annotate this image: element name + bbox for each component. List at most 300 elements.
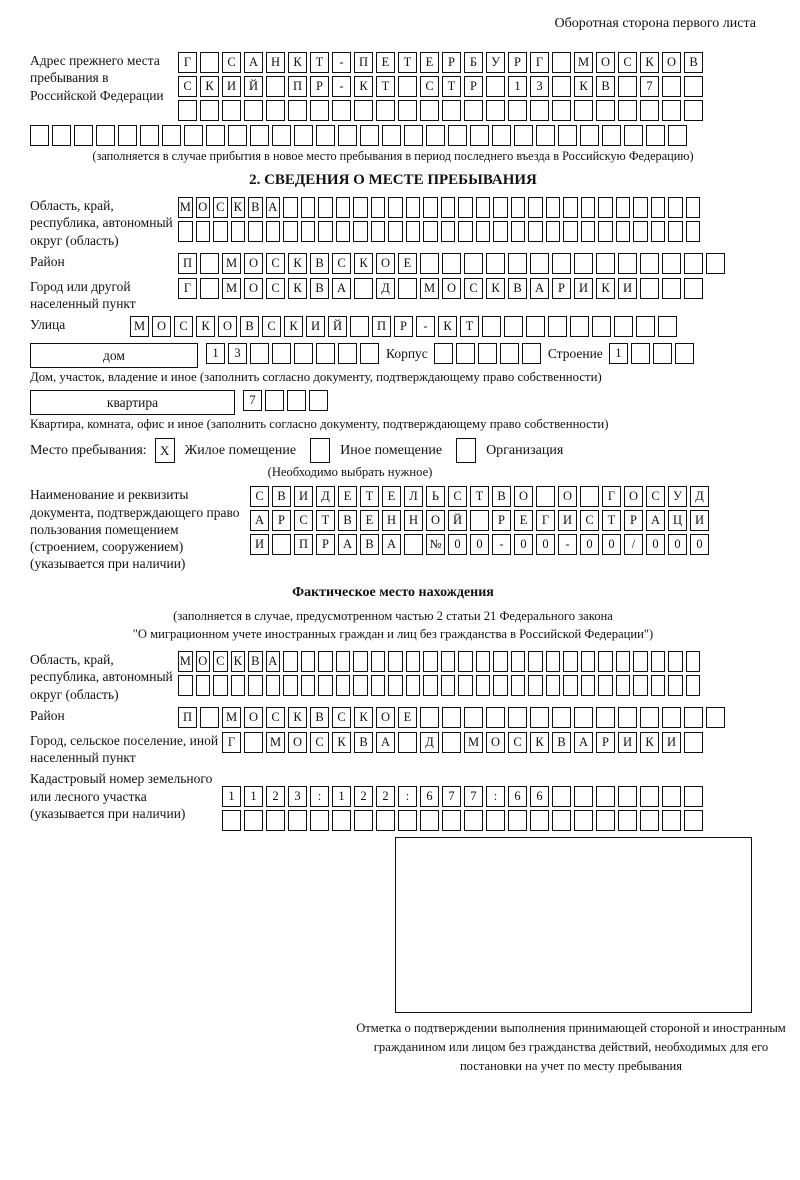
char-cell[interactable]: А: [530, 278, 549, 299]
char-cell[interactable]: [448, 125, 467, 146]
char-cell[interactable]: [420, 810, 439, 831]
char-cell[interactable]: [96, 125, 115, 146]
char-cell[interactable]: [476, 221, 491, 242]
char-cell[interactable]: [616, 221, 631, 242]
char-cell[interactable]: [178, 221, 193, 242]
char-cell[interactable]: И: [558, 510, 577, 531]
char-cell[interactable]: [631, 343, 650, 364]
char-cell[interactable]: [580, 486, 599, 507]
char-cell[interactable]: Е: [420, 52, 439, 73]
char-cell[interactable]: В: [508, 278, 527, 299]
char-cell[interactable]: [618, 100, 637, 121]
char-cell[interactable]: [684, 810, 703, 831]
char-cell[interactable]: [398, 100, 417, 121]
char-cell[interactable]: Д: [376, 278, 395, 299]
char-cell[interactable]: [618, 76, 637, 97]
char-cell[interactable]: 1: [508, 76, 527, 97]
char-cell[interactable]: С: [646, 486, 665, 507]
char-cell[interactable]: П: [354, 52, 373, 73]
char-cell[interactable]: Т: [442, 76, 461, 97]
char-cell[interactable]: [662, 76, 681, 97]
char-cell[interactable]: К: [574, 76, 593, 97]
char-cell[interactable]: В: [492, 486, 511, 507]
char-cell[interactable]: [371, 675, 386, 696]
char-cell[interactable]: Г: [530, 52, 549, 73]
char-cell[interactable]: [423, 651, 438, 672]
char-cell[interactable]: И: [618, 278, 637, 299]
char-cell[interactable]: [675, 343, 694, 364]
char-cell[interactable]: [442, 253, 461, 274]
char-cell[interactable]: Г: [602, 486, 621, 507]
char-cell[interactable]: [420, 100, 439, 121]
char-cell[interactable]: [633, 651, 648, 672]
char-cell[interactable]: Р: [272, 510, 291, 531]
char-cell[interactable]: [272, 343, 291, 364]
char-cell[interactable]: [162, 125, 181, 146]
char-cell[interactable]: К: [640, 52, 659, 73]
char-cell[interactable]: С: [420, 76, 439, 97]
char-cell[interactable]: [266, 810, 285, 831]
char-cell[interactable]: [598, 221, 613, 242]
char-cell[interactable]: [581, 197, 596, 218]
char-cell[interactable]: [616, 197, 631, 218]
char-cell[interactable]: К: [354, 707, 373, 728]
char-cell[interactable]: [618, 786, 637, 807]
char-cell[interactable]: Е: [398, 253, 417, 274]
char-cell[interactable]: [563, 197, 578, 218]
char-cell[interactable]: [581, 651, 596, 672]
char-cell[interactable]: Р: [442, 52, 461, 73]
char-cell[interactable]: [360, 343, 379, 364]
char-cell[interactable]: С: [508, 732, 527, 753]
char-cell[interactable]: [200, 100, 219, 121]
char-cell[interactable]: [662, 278, 681, 299]
char-cell[interactable]: К: [231, 651, 246, 672]
char-cell[interactable]: [522, 343, 541, 364]
char-cell[interactable]: [332, 100, 351, 121]
char-cell[interactable]: Й: [244, 76, 263, 97]
char-cell[interactable]: [250, 343, 269, 364]
char-cell[interactable]: [338, 343, 357, 364]
char-cell[interactable]: :: [310, 786, 329, 807]
char-cell[interactable]: Г: [222, 732, 241, 753]
char-cell[interactable]: [353, 221, 368, 242]
char-cell[interactable]: [442, 732, 461, 753]
char-cell[interactable]: [651, 675, 666, 696]
char-cell[interactable]: [592, 316, 611, 337]
char-cell[interactable]: [206, 125, 225, 146]
char-cell[interactable]: Р: [508, 52, 527, 73]
char-cell[interactable]: Д: [690, 486, 709, 507]
char-cell[interactable]: [686, 221, 701, 242]
char-cell[interactable]: М: [574, 52, 593, 73]
char-cell[interactable]: [684, 707, 703, 728]
char-cell[interactable]: [288, 100, 307, 121]
char-cell[interactable]: [288, 810, 307, 831]
char-cell[interactable]: [388, 221, 403, 242]
char-cell[interactable]: У: [668, 486, 687, 507]
char-cell[interactable]: [493, 221, 508, 242]
char-cell[interactable]: [404, 534, 423, 555]
char-cell[interactable]: [196, 675, 211, 696]
char-cell[interactable]: Н: [266, 52, 285, 73]
char-cell[interactable]: А: [376, 732, 395, 753]
char-cell[interactable]: О: [288, 732, 307, 753]
char-cell[interactable]: [426, 125, 445, 146]
char-cell[interactable]: [508, 100, 527, 121]
char-cell[interactable]: М: [130, 316, 149, 337]
char-cell[interactable]: С: [310, 732, 329, 753]
char-cell[interactable]: К: [231, 197, 246, 218]
char-cell[interactable]: [354, 100, 373, 121]
char-cell[interactable]: В: [248, 197, 263, 218]
char-cell[interactable]: Н: [404, 510, 423, 531]
char-cell[interactable]: А: [250, 510, 269, 531]
char-cell[interactable]: [508, 810, 527, 831]
char-cell[interactable]: Е: [376, 52, 395, 73]
char-cell[interactable]: [668, 651, 683, 672]
char-cell[interactable]: [404, 125, 423, 146]
char-cell[interactable]: Е: [398, 707, 417, 728]
char-cell[interactable]: [646, 125, 665, 146]
char-cell[interactable]: [458, 651, 473, 672]
char-cell[interactable]: [508, 707, 527, 728]
char-cell[interactable]: 1: [222, 786, 241, 807]
char-cell[interactable]: [662, 810, 681, 831]
char-cell[interactable]: [633, 675, 648, 696]
char-cell[interactable]: [640, 707, 659, 728]
char-cell[interactable]: [598, 675, 613, 696]
char-cell[interactable]: К: [354, 253, 373, 274]
char-cell[interactable]: [178, 100, 197, 121]
char-cell[interactable]: В: [310, 707, 329, 728]
char-cell[interactable]: [318, 197, 333, 218]
char-cell[interactable]: О: [152, 316, 171, 337]
char-cell[interactable]: 0: [448, 534, 467, 555]
char-cell[interactable]: О: [558, 486, 577, 507]
char-cell[interactable]: [640, 786, 659, 807]
char-cell[interactable]: Р: [624, 510, 643, 531]
char-cell[interactable]: У: [486, 52, 505, 73]
char-cell[interactable]: [478, 343, 497, 364]
char-cell[interactable]: [500, 343, 519, 364]
char-cell[interactable]: [686, 675, 701, 696]
char-cell[interactable]: 0: [514, 534, 533, 555]
char-cell[interactable]: [456, 343, 475, 364]
char-cell[interactable]: [552, 810, 571, 831]
char-cell[interactable]: [353, 197, 368, 218]
char-cell[interactable]: [636, 316, 655, 337]
char-cell[interactable]: И: [690, 510, 709, 531]
char-cell[interactable]: И: [662, 732, 681, 753]
char-cell[interactable]: [464, 100, 483, 121]
char-cell[interactable]: [662, 100, 681, 121]
char-cell[interactable]: -: [492, 534, 511, 555]
char-cell[interactable]: [574, 786, 593, 807]
char-cell[interactable]: [294, 343, 313, 364]
checkbox-other-premises[interactable]: [310, 438, 330, 463]
char-cell[interactable]: [371, 197, 386, 218]
char-cell[interactable]: [294, 125, 313, 146]
char-cell[interactable]: В: [310, 278, 329, 299]
char-cell[interactable]: А: [574, 732, 593, 753]
char-cell[interactable]: [140, 125, 159, 146]
char-cell[interactable]: 2: [376, 786, 395, 807]
char-cell[interactable]: Г: [178, 278, 197, 299]
char-cell[interactable]: Ц: [668, 510, 687, 531]
char-cell[interactable]: [574, 810, 593, 831]
char-cell[interactable]: [74, 125, 93, 146]
char-cell[interactable]: [493, 197, 508, 218]
char-cell[interactable]: [581, 221, 596, 242]
char-cell[interactable]: [581, 675, 596, 696]
char-cell[interactable]: [511, 221, 526, 242]
char-cell[interactable]: [398, 76, 417, 97]
char-cell[interactable]: С: [250, 486, 269, 507]
char-cell[interactable]: [301, 675, 316, 696]
char-cell[interactable]: Р: [316, 534, 335, 555]
char-cell[interactable]: [301, 197, 316, 218]
char-cell[interactable]: Т: [376, 76, 395, 97]
char-cell[interactable]: [668, 221, 683, 242]
char-cell[interactable]: К: [354, 76, 373, 97]
char-cell[interactable]: К: [288, 253, 307, 274]
char-cell[interactable]: [602, 125, 621, 146]
char-cell[interactable]: Й: [328, 316, 347, 337]
char-cell[interactable]: [640, 810, 659, 831]
char-cell[interactable]: [196, 221, 211, 242]
char-cell[interactable]: [546, 675, 561, 696]
char-cell[interactable]: О: [662, 52, 681, 73]
char-cell[interactable]: К: [332, 732, 351, 753]
char-cell[interactable]: [316, 125, 335, 146]
char-cell[interactable]: [376, 100, 395, 121]
house-type-box[interactable]: дом: [30, 343, 198, 368]
char-cell[interactable]: [423, 675, 438, 696]
char-cell[interactable]: [200, 253, 219, 274]
char-cell[interactable]: [283, 197, 298, 218]
char-cell[interactable]: -: [558, 534, 577, 555]
char-cell[interactable]: [624, 125, 643, 146]
char-cell[interactable]: В: [596, 76, 615, 97]
char-cell[interactable]: [272, 534, 291, 555]
char-cell[interactable]: [244, 100, 263, 121]
char-cell[interactable]: [570, 316, 589, 337]
char-cell[interactable]: [398, 278, 417, 299]
char-cell[interactable]: [406, 675, 421, 696]
char-cell[interactable]: [598, 651, 613, 672]
char-cell[interactable]: О: [244, 707, 263, 728]
char-cell[interactable]: [640, 253, 659, 274]
char-cell[interactable]: С: [332, 707, 351, 728]
char-cell[interactable]: [371, 221, 386, 242]
char-cell[interactable]: С: [213, 197, 228, 218]
char-cell[interactable]: 0: [690, 534, 709, 555]
char-cell[interactable]: [265, 390, 284, 411]
char-cell[interactable]: [504, 316, 523, 337]
char-cell[interactable]: [651, 651, 666, 672]
char-cell[interactable]: 1: [332, 786, 351, 807]
char-cell[interactable]: [244, 732, 263, 753]
char-cell[interactable]: [686, 197, 701, 218]
char-cell[interactable]: И: [306, 316, 325, 337]
char-cell[interactable]: [464, 253, 483, 274]
char-cell[interactable]: [651, 221, 666, 242]
char-cell[interactable]: К: [596, 278, 615, 299]
char-cell[interactable]: Н: [382, 510, 401, 531]
char-cell[interactable]: [552, 52, 571, 73]
char-cell[interactable]: К: [284, 316, 303, 337]
char-cell[interactable]: [528, 197, 543, 218]
char-cell[interactable]: С: [178, 76, 197, 97]
char-cell[interactable]: С: [332, 253, 351, 274]
char-cell[interactable]: [371, 651, 386, 672]
char-cell[interactable]: [530, 253, 549, 274]
char-cell[interactable]: [354, 810, 373, 831]
char-cell[interactable]: [336, 651, 351, 672]
char-cell[interactable]: С: [266, 278, 285, 299]
char-cell[interactable]: [309, 390, 328, 411]
char-cell[interactable]: [476, 651, 491, 672]
char-cell[interactable]: В: [360, 534, 379, 555]
char-cell[interactable]: [420, 253, 439, 274]
checkbox-organization[interactable]: [456, 438, 476, 463]
char-cell[interactable]: Ь: [426, 486, 445, 507]
char-cell[interactable]: И: [294, 486, 313, 507]
char-cell[interactable]: [574, 100, 593, 121]
char-cell[interactable]: Т: [316, 510, 335, 531]
char-cell[interactable]: Т: [470, 486, 489, 507]
char-cell[interactable]: [662, 786, 681, 807]
char-cell[interactable]: С: [294, 510, 313, 531]
char-cell[interactable]: К: [486, 278, 505, 299]
char-cell[interactable]: [406, 221, 421, 242]
char-cell[interactable]: [596, 786, 615, 807]
char-cell[interactable]: [318, 221, 333, 242]
char-cell[interactable]: [310, 810, 329, 831]
char-cell[interactable]: [552, 253, 571, 274]
char-cell[interactable]: [228, 125, 247, 146]
char-cell[interactable]: [30, 125, 49, 146]
char-cell[interactable]: [563, 675, 578, 696]
char-cell[interactable]: [283, 651, 298, 672]
char-cell[interactable]: К: [200, 76, 219, 97]
char-cell[interactable]: [536, 486, 555, 507]
char-cell[interactable]: 0: [470, 534, 489, 555]
char-cell[interactable]: [574, 707, 593, 728]
char-cell[interactable]: [283, 221, 298, 242]
char-cell[interactable]: [441, 675, 456, 696]
char-cell[interactable]: [336, 675, 351, 696]
char-cell[interactable]: [486, 707, 505, 728]
char-cell[interactable]: Г: [536, 510, 555, 531]
char-cell[interactable]: В: [338, 510, 357, 531]
char-cell[interactable]: [266, 76, 285, 97]
char-cell[interactable]: О: [244, 278, 263, 299]
char-cell[interactable]: [706, 253, 725, 274]
char-cell[interactable]: М: [178, 651, 193, 672]
char-cell[interactable]: О: [244, 253, 263, 274]
char-cell[interactable]: [658, 316, 677, 337]
char-cell[interactable]: [470, 125, 489, 146]
char-cell[interactable]: [482, 316, 501, 337]
char-cell[interactable]: О: [486, 732, 505, 753]
char-cell[interactable]: [423, 197, 438, 218]
char-cell[interactable]: Р: [492, 510, 511, 531]
char-cell[interactable]: [526, 316, 545, 337]
char-cell[interactable]: [458, 675, 473, 696]
char-cell[interactable]: И: [222, 76, 241, 97]
char-cell[interactable]: [633, 221, 648, 242]
char-cell[interactable]: [338, 125, 357, 146]
char-cell[interactable]: [616, 675, 631, 696]
char-cell[interactable]: С: [213, 651, 228, 672]
char-cell[interactable]: [476, 197, 491, 218]
char-cell[interactable]: А: [266, 197, 281, 218]
char-cell[interactable]: Р: [552, 278, 571, 299]
char-cell[interactable]: Д: [316, 486, 335, 507]
char-cell[interactable]: [558, 125, 577, 146]
char-cell[interactable]: [684, 732, 703, 753]
char-cell[interactable]: [332, 810, 351, 831]
char-cell[interactable]: О: [426, 510, 445, 531]
char-cell[interactable]: 0: [602, 534, 621, 555]
char-cell[interactable]: Р: [596, 732, 615, 753]
char-cell[interactable]: А: [382, 534, 401, 555]
char-cell[interactable]: [336, 197, 351, 218]
char-cell[interactable]: [486, 253, 505, 274]
char-cell[interactable]: [546, 221, 561, 242]
char-cell[interactable]: [662, 253, 681, 274]
char-cell[interactable]: Л: [404, 486, 423, 507]
char-cell[interactable]: В: [248, 651, 263, 672]
char-cell[interactable]: С: [618, 52, 637, 73]
char-cell[interactable]: [200, 52, 219, 73]
char-cell[interactable]: [423, 221, 438, 242]
char-cell[interactable]: :: [486, 786, 505, 807]
char-cell[interactable]: [388, 675, 403, 696]
char-cell[interactable]: [486, 76, 505, 97]
char-cell[interactable]: [353, 651, 368, 672]
char-cell[interactable]: [248, 675, 263, 696]
char-cell[interactable]: [493, 675, 508, 696]
char-cell[interactable]: С: [222, 52, 241, 73]
char-cell[interactable]: [536, 125, 555, 146]
char-cell[interactable]: О: [196, 197, 211, 218]
char-cell[interactable]: А: [244, 52, 263, 73]
char-cell[interactable]: [668, 125, 687, 146]
char-cell[interactable]: [552, 100, 571, 121]
char-cell[interactable]: А: [266, 651, 281, 672]
char-cell[interactable]: 7: [464, 786, 483, 807]
char-cell[interactable]: М: [266, 732, 285, 753]
char-cell[interactable]: [684, 253, 703, 274]
char-cell[interactable]: П: [372, 316, 391, 337]
char-cell[interactable]: [596, 707, 615, 728]
char-cell[interactable]: [684, 278, 703, 299]
char-cell[interactable]: [318, 651, 333, 672]
char-cell[interactable]: [618, 707, 637, 728]
char-cell[interactable]: [376, 810, 395, 831]
char-cell[interactable]: [222, 100, 241, 121]
char-cell[interactable]: [318, 675, 333, 696]
char-cell[interactable]: [213, 675, 228, 696]
char-cell[interactable]: [272, 125, 291, 146]
char-cell[interactable]: О: [376, 253, 395, 274]
char-cell[interactable]: [596, 810, 615, 831]
char-cell[interactable]: [200, 278, 219, 299]
char-cell[interactable]: [640, 278, 659, 299]
